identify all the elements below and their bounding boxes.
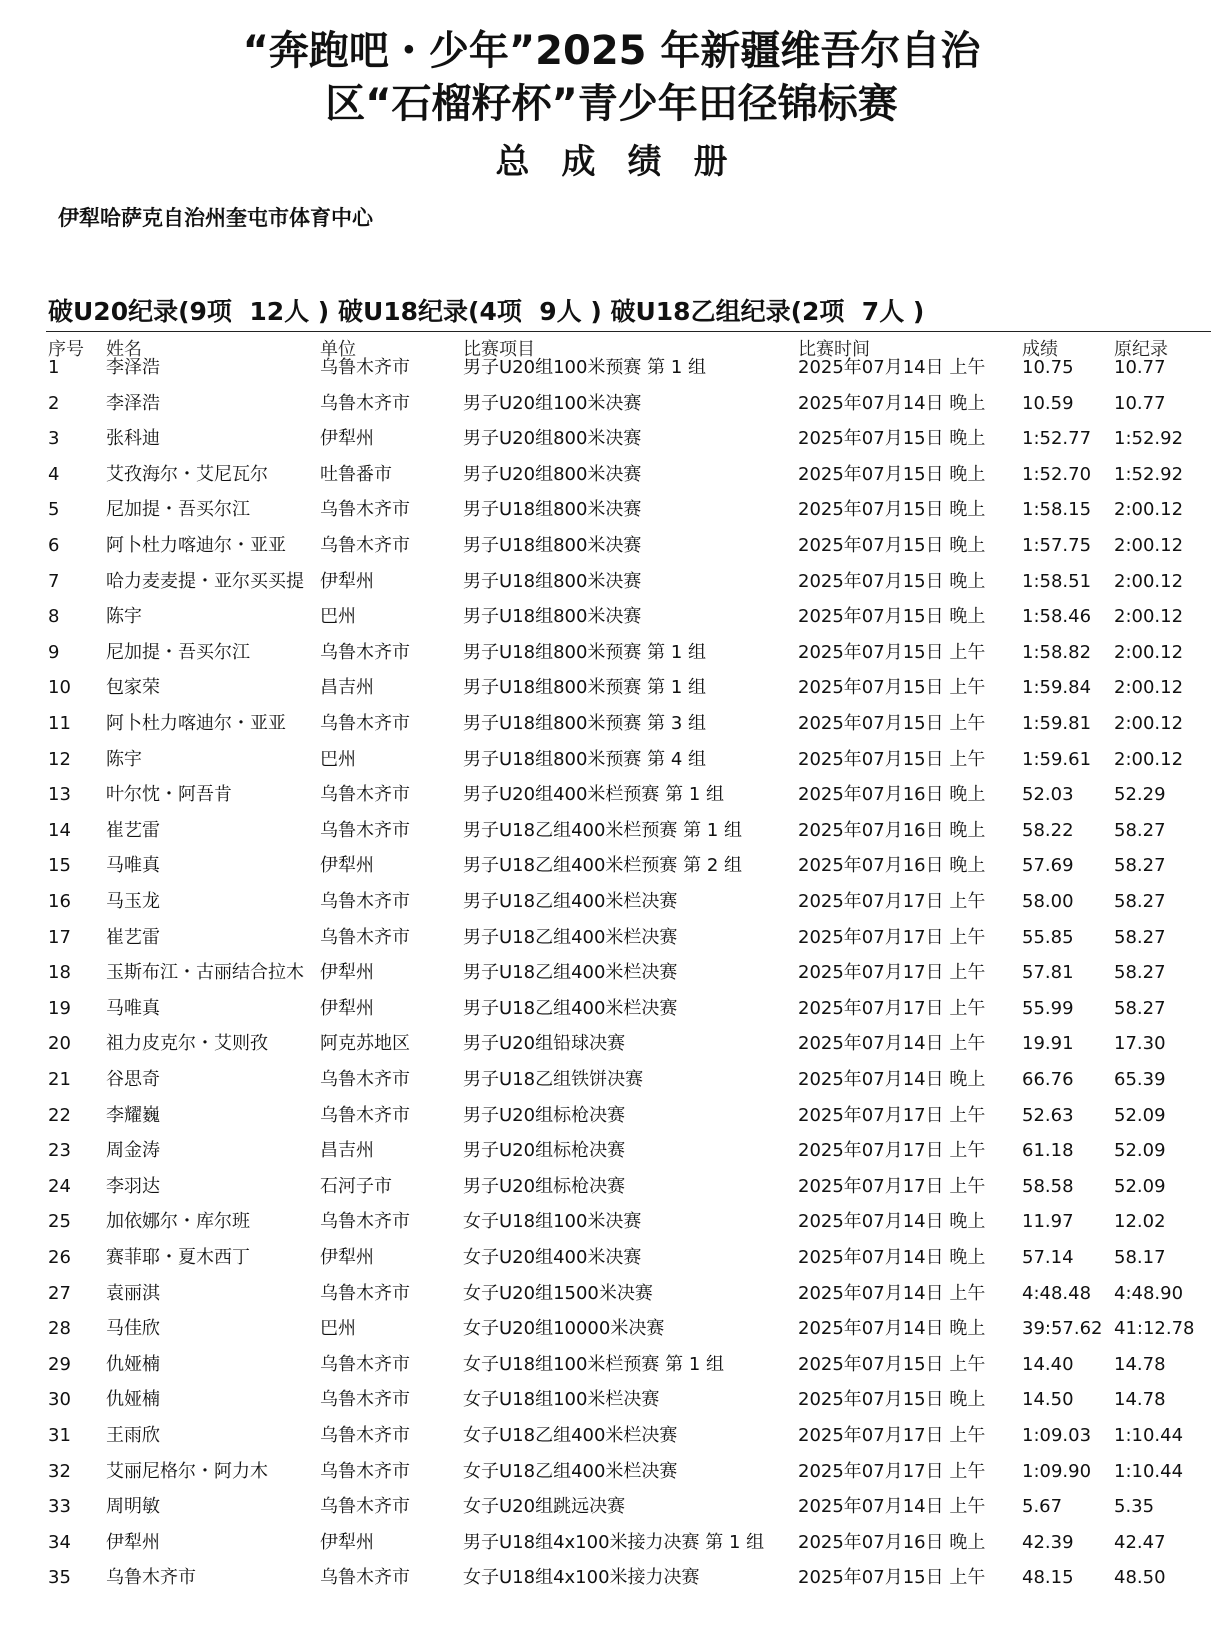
row-name: 叶尔忱・阿吾肯 — [106, 784, 232, 805]
header-time: 比赛时间 — [798, 339, 870, 360]
row-time: 2025年07月17日 上午 — [798, 998, 986, 1019]
row-original-record: 1:10.44 — [1114, 1461, 1184, 1482]
table-row — [0, 388, 1223, 420]
row-unit: 乌鲁木齐市 — [320, 713, 410, 734]
row-event: 女子U20组1500米决赛 — [463, 1283, 653, 1304]
row-event: 男子U18组800米决赛 — [463, 606, 642, 627]
row-original-record: 42.47 — [1114, 1532, 1166, 1553]
row-time: 2025年07月17日 上午 — [798, 1140, 986, 1161]
row-time: 2025年07月17日 上午 — [798, 1425, 986, 1446]
row-unit: 乌鲁木齐市 — [320, 357, 410, 378]
row-time: 2025年07月15日 上午 — [798, 642, 986, 663]
table-row — [0, 423, 1223, 455]
row-original-record: 58.27 — [1114, 820, 1166, 841]
row-unit: 乌鲁木齐市 — [320, 1567, 410, 1588]
row-time: 2025年07月15日 晚上 — [798, 464, 986, 485]
table-row — [0, 886, 1223, 918]
row-original-record: 1:10.44 — [1114, 1425, 1184, 1446]
row-name: 包家荣 — [106, 677, 160, 698]
row-no: 14 — [48, 820, 71, 841]
row-result: 11.97 — [1022, 1211, 1074, 1232]
table-row — [0, 1064, 1223, 1096]
row-original-record: 52.09 — [1114, 1176, 1166, 1197]
row-unit: 乌鲁木齐市 — [320, 820, 410, 841]
row-time: 2025年07月17日 上午 — [798, 1461, 986, 1482]
row-name: 加依娜尔・库尔班 — [106, 1211, 250, 1232]
table-row — [0, 1349, 1223, 1381]
row-unit: 吐鲁番市 — [320, 464, 392, 485]
row-unit: 伊犁州 — [320, 1532, 374, 1553]
row-name: 陈宇 — [106, 749, 142, 770]
table-row — [0, 1028, 1223, 1060]
header-event: 比赛项目 — [463, 339, 535, 360]
row-event: 女子U20组400米决赛 — [463, 1247, 642, 1268]
row-unit: 伊犁州 — [320, 428, 374, 449]
row-name: 袁丽淇 — [106, 1283, 160, 1304]
row-time: 2025年07月15日 晚上 — [798, 428, 986, 449]
row-name: 李耀巍 — [106, 1105, 160, 1126]
row-event: 女子U18组100米决赛 — [463, 1211, 642, 1232]
row-original-record: 52.09 — [1114, 1140, 1166, 1161]
row-no: 19 — [48, 998, 71, 1019]
row-no: 33 — [48, 1496, 71, 1517]
row-original-record: 4:48.90 — [1114, 1283, 1184, 1304]
row-no: 25 — [48, 1211, 71, 1232]
row-result: 1:52.70 — [1022, 464, 1092, 485]
row-event: 男子U20组标枪决赛 — [463, 1140, 626, 1161]
table-row — [0, 1100, 1223, 1132]
row-time: 2025年07月17日 上午 — [798, 1176, 986, 1197]
row-result: 42.39 — [1022, 1532, 1074, 1553]
row-event: 男子U20组标枪决赛 — [463, 1105, 626, 1126]
row-result: 52.63 — [1022, 1105, 1074, 1126]
row-event: 男子U20组800米决赛 — [463, 464, 642, 485]
row-time: 2025年07月14日 上午 — [798, 1283, 986, 1304]
row-result: 1:58.46 — [1022, 606, 1092, 627]
row-event: 男子U18组800米决赛 — [463, 499, 642, 520]
row-no: 23 — [48, 1140, 71, 1161]
row-unit: 乌鲁木齐市 — [320, 1211, 410, 1232]
row-result: 58.00 — [1022, 891, 1074, 912]
row-unit: 乌鲁木齐市 — [320, 1069, 410, 1090]
row-no: 26 — [48, 1247, 71, 1268]
row-no: 8 — [48, 606, 60, 627]
row-original-record: 52.09 — [1114, 1105, 1166, 1126]
row-no: 7 — [48, 571, 60, 592]
row-no: 21 — [48, 1069, 71, 1090]
row-name: 阿卜杜力喀迪尔・亚亚 — [106, 713, 286, 734]
row-name: 谷思奇 — [106, 1069, 160, 1090]
row-event: 男子U20组400米栏预赛 第 1 组 — [463, 784, 725, 805]
row-original-record: 58.27 — [1114, 998, 1166, 1019]
row-original-record: 2:00.12 — [1114, 571, 1184, 592]
row-no: 29 — [48, 1354, 71, 1375]
row-result: 4:48.48 — [1022, 1283, 1092, 1304]
row-unit: 乌鲁木齐市 — [320, 1425, 410, 1446]
row-event: 女子U20组跳远决赛 — [463, 1496, 626, 1517]
row-unit: 乌鲁木齐市 — [320, 1496, 410, 1517]
row-original-record: 52.29 — [1114, 784, 1166, 805]
row-result: 1:09.03 — [1022, 1425, 1092, 1446]
row-original-record: 1:52.92 — [1114, 464, 1184, 485]
row-original-record: 2:00.12 — [1114, 499, 1184, 520]
row-original-record: 2:00.12 — [1114, 535, 1184, 556]
row-name: 阿卜杜力喀迪尔・亚亚 — [106, 535, 286, 556]
row-event: 男子U18组800米决赛 — [463, 535, 642, 556]
row-no: 5 — [48, 499, 60, 520]
row-result: 61.18 — [1022, 1140, 1074, 1161]
row-name: 仇娅楠 — [106, 1389, 160, 1410]
row-no: 24 — [48, 1176, 71, 1197]
row-time: 2025年07月17日 上午 — [798, 962, 986, 983]
row-original-record: 10.77 — [1114, 393, 1166, 414]
row-time: 2025年07月14日 晚上 — [798, 1318, 986, 1339]
row-no: 11 — [48, 713, 71, 734]
row-original-record: 58.27 — [1114, 891, 1166, 912]
row-name: 李羽达 — [106, 1176, 160, 1197]
row-time: 2025年07月15日 晚上 — [798, 499, 986, 520]
row-name: 崔艺雷 — [106, 927, 160, 948]
row-no: 31 — [48, 1425, 71, 1446]
row-time: 2025年07月15日 上午 — [798, 749, 986, 770]
row-result: 58.58 — [1022, 1176, 1074, 1197]
row-no: 16 — [48, 891, 71, 912]
row-event: 男子U18组800米预赛 第 1 组 — [463, 677, 707, 698]
table-row — [0, 530, 1223, 562]
row-original-record: 2:00.12 — [1114, 642, 1184, 663]
row-event: 男子U18组800米预赛 第 4 组 — [463, 749, 707, 770]
row-no: 17 — [48, 927, 71, 948]
row-time: 2025年07月15日 上午 — [798, 677, 986, 698]
row-time: 2025年07月17日 上午 — [798, 1105, 986, 1126]
table-row — [0, 993, 1223, 1025]
row-result: 1:59.84 — [1022, 677, 1092, 698]
table-row — [0, 744, 1223, 776]
row-unit: 乌鲁木齐市 — [320, 1461, 410, 1482]
row-event: 女子U18组100米栏预赛 第 1 组 — [463, 1354, 725, 1375]
row-no: 28 — [48, 1318, 71, 1339]
table-row — [0, 1384, 1223, 1416]
header-name: 姓名 — [106, 339, 142, 360]
venue-name: 伊犁哈萨克自治州奎屯市体育中心 — [58, 206, 373, 230]
row-event: 男子U18乙组400米栏决赛 — [463, 927, 678, 948]
row-no: 30 — [48, 1389, 71, 1410]
row-unit: 乌鲁木齐市 — [320, 535, 410, 556]
row-no: 2 — [48, 393, 60, 414]
row-result: 14.40 — [1022, 1354, 1074, 1375]
table-row — [0, 1527, 1223, 1559]
row-time: 2025年07月16日 晚上 — [798, 855, 986, 876]
row-unit: 乌鲁木齐市 — [320, 784, 410, 805]
row-unit: 巴州 — [320, 1318, 356, 1339]
row-result: 39:57.62 — [1022, 1318, 1103, 1339]
row-event: 男子U18组4x100米接力决赛 第 1 组 — [463, 1532, 765, 1553]
table-row — [0, 1456, 1223, 1488]
row-original-record: 14.78 — [1114, 1354, 1166, 1375]
row-original-record: 12.02 — [1114, 1211, 1166, 1232]
row-original-record: 58.17 — [1114, 1247, 1166, 1268]
row-result: 52.03 — [1022, 784, 1074, 805]
row-no: 35 — [48, 1567, 71, 1588]
row-unit: 昌吉州 — [320, 677, 374, 698]
row-no: 10 — [48, 677, 71, 698]
document-subtitle: 总成绩册 — [495, 142, 760, 182]
row-event: 男子U18乙组铁饼决赛 — [463, 1069, 644, 1090]
document-title-line2: 区“石榴籽杯”青少年田径锦标赛 — [325, 81, 898, 127]
row-result: 1:09.90 — [1022, 1461, 1092, 1482]
row-event: 女子U20组10000米决赛 — [463, 1318, 665, 1339]
row-name: 马佳欣 — [106, 1318, 160, 1339]
row-original-record: 65.39 — [1114, 1069, 1166, 1090]
row-event: 男子U20组铅球决赛 — [463, 1033, 626, 1054]
row-name: 马唯真 — [106, 855, 160, 876]
row-result: 5.67 — [1022, 1496, 1063, 1517]
row-unit: 伊犁州 — [320, 571, 374, 592]
row-result: 19.91 — [1022, 1033, 1074, 1054]
row-time: 2025年07月15日 晚上 — [798, 571, 986, 592]
row-original-record: 17.30 — [1114, 1033, 1166, 1054]
row-no: 22 — [48, 1105, 71, 1126]
table-row — [0, 779, 1223, 811]
row-result: 57.69 — [1022, 855, 1074, 876]
row-name: 陈宇 — [106, 606, 142, 627]
table-row — [0, 1278, 1223, 1310]
row-unit: 伊犁州 — [320, 962, 374, 983]
row-name: 王雨欣 — [106, 1425, 160, 1446]
row-time: 2025年07月16日 晚上 — [798, 820, 986, 841]
row-time: 2025年07月15日 晚上 — [798, 1389, 986, 1410]
row-result: 10.75 — [1022, 357, 1074, 378]
row-name: 艾丽尼格尔・阿力木 — [106, 1461, 268, 1482]
row-event: 男子U20组100米决赛 — [463, 393, 642, 414]
table-row — [0, 637, 1223, 669]
row-name: 乌鲁木齐市 — [106, 1567, 196, 1588]
row-event: 男子U18乙组400米栏决赛 — [463, 891, 678, 912]
row-event: 男子U18乙组400米栏预赛 第 1 组 — [463, 820, 743, 841]
table-row — [0, 494, 1223, 526]
row-event: 女子U18组100米栏决赛 — [463, 1389, 660, 1410]
row-name: 哈力麦麦提・亚尔买买提 — [106, 571, 304, 592]
row-time: 2025年07月16日 晚上 — [798, 1532, 986, 1553]
row-time: 2025年07月14日 晚上 — [798, 1247, 986, 1268]
table-row — [0, 601, 1223, 633]
row-unit: 伊犁州 — [320, 998, 374, 1019]
row-no: 12 — [48, 749, 71, 770]
row-time: 2025年07月14日 上午 — [798, 357, 986, 378]
row-no: 18 — [48, 962, 71, 983]
row-event: 男子U18乙组400米栏决赛 — [463, 998, 678, 1019]
row-unit: 巴州 — [320, 749, 356, 770]
table-row — [0, 1206, 1223, 1238]
row-unit: 乌鲁木齐市 — [320, 891, 410, 912]
header-record: 原纪录 — [1114, 339, 1168, 360]
row-no: 4 — [48, 464, 60, 485]
row-name: 崔艺雷 — [106, 820, 160, 841]
row-result: 57.14 — [1022, 1247, 1074, 1268]
records-summary: 破U20纪录(9项 12人 ) 破U18纪录(4项 9人 ) 破U18乙组纪录(2项 7人 ) — [48, 297, 925, 326]
row-original-record: 48.50 — [1114, 1567, 1166, 1588]
header-no: 序号 — [48, 339, 84, 360]
row-time: 2025年07月15日 上午 — [798, 713, 986, 734]
table-row — [0, 957, 1223, 989]
table-row — [0, 1491, 1223, 1523]
row-no: 13 — [48, 784, 71, 805]
table-row — [0, 1313, 1223, 1345]
row-no: 3 — [48, 428, 60, 449]
header-result: 成绩 — [1022, 339, 1058, 360]
row-event: 女子U18乙组400米栏决赛 — [463, 1425, 678, 1446]
row-result: 1:52.77 — [1022, 428, 1092, 449]
row-result: 1:59.61 — [1022, 749, 1092, 770]
row-name: 伊犁州 — [106, 1532, 160, 1553]
table-row — [0, 708, 1223, 740]
row-time: 2025年07月14日 晚上 — [798, 1069, 986, 1090]
row-event: 男子U18组800米决赛 — [463, 571, 642, 592]
row-unit: 阿克苏地区 — [320, 1033, 410, 1054]
row-time: 2025年07月16日 晚上 — [798, 784, 986, 805]
row-name: 赛菲耶・夏木西丁 — [106, 1247, 250, 1268]
row-original-record: 1:52.92 — [1114, 428, 1184, 449]
header-divider — [46, 331, 1211, 332]
row-name: 艾孜海尔・艾尼瓦尔 — [106, 464, 268, 485]
row-name: 尼加提・吾买尔江 — [106, 499, 250, 520]
table-row — [0, 1562, 1223, 1594]
row-name: 马玉龙 — [106, 891, 160, 912]
row-time: 2025年07月17日 上午 — [798, 891, 986, 912]
row-time: 2025年07月15日 上午 — [798, 1354, 986, 1375]
row-result: 14.50 — [1022, 1389, 1074, 1410]
row-result: 48.15 — [1022, 1567, 1074, 1588]
row-unit: 昌吉州 — [320, 1140, 374, 1161]
row-time: 2025年07月15日 晚上 — [798, 535, 986, 556]
row-result: 1:58.82 — [1022, 642, 1092, 663]
row-original-record: 2:00.12 — [1114, 713, 1184, 734]
row-name: 李泽浩 — [106, 357, 160, 378]
row-result: 1:57.75 — [1022, 535, 1092, 556]
table-row — [0, 672, 1223, 704]
row-name: 玉斯布江・古丽结合拉木 — [106, 962, 304, 983]
row-time: 2025年07月14日 晚上 — [798, 393, 986, 414]
row-name: 尼加提・吾买尔江 — [106, 642, 250, 663]
row-original-record: 2:00.12 — [1114, 749, 1184, 770]
header-unit: 单位 — [320, 339, 356, 360]
row-original-record: 2:00.12 — [1114, 677, 1184, 698]
table-row — [0, 352, 1223, 384]
row-result: 1:58.51 — [1022, 571, 1092, 592]
row-name: 马唯真 — [106, 998, 160, 1019]
row-time: 2025年07月17日 上午 — [798, 927, 986, 948]
row-result: 66.76 — [1022, 1069, 1074, 1090]
row-name: 李泽浩 — [106, 393, 160, 414]
row-result: 10.59 — [1022, 393, 1074, 414]
row-time: 2025年07月15日 上午 — [798, 1567, 986, 1588]
row-event: 男子U20组800米决赛 — [463, 428, 642, 449]
row-result: 1:59.81 — [1022, 713, 1092, 734]
row-no: 6 — [48, 535, 60, 556]
row-original-record: 2:00.12 — [1114, 606, 1184, 627]
row-original-record: 5.35 — [1114, 1496, 1155, 1517]
row-time: 2025年07月15日 晚上 — [798, 606, 986, 627]
row-no: 27 — [48, 1283, 71, 1304]
row-no: 20 — [48, 1033, 71, 1054]
table-row — [0, 815, 1223, 847]
row-no: 32 — [48, 1461, 71, 1482]
row-name: 祖力皮克尔・艾则孜 — [106, 1033, 268, 1054]
row-time: 2025年07月14日 上午 — [798, 1496, 986, 1517]
row-no: 1 — [48, 357, 60, 378]
row-event: 男子U18乙组400米栏预赛 第 2 组 — [463, 855, 743, 876]
row-original-record: 10.77 — [1114, 357, 1166, 378]
table-row — [0, 566, 1223, 598]
row-unit: 乌鲁木齐市 — [320, 1354, 410, 1375]
row-event: 男子U18乙组400米栏决赛 — [463, 962, 678, 983]
row-original-record: 41:12.78 — [1114, 1318, 1195, 1339]
row-result: 1:58.15 — [1022, 499, 1092, 520]
row-time: 2025年07月14日 晚上 — [798, 1211, 986, 1232]
row-no: 34 — [48, 1532, 71, 1553]
row-original-record: 58.27 — [1114, 962, 1166, 983]
row-unit: 乌鲁木齐市 — [320, 1389, 410, 1410]
row-name: 周明敏 — [106, 1496, 160, 1517]
row-name: 周金涛 — [106, 1140, 160, 1161]
row-result: 57.81 — [1022, 962, 1074, 983]
row-no: 9 — [48, 642, 60, 663]
table-row — [0, 1135, 1223, 1167]
row-unit: 乌鲁木齐市 — [320, 1105, 410, 1126]
row-unit: 乌鲁木齐市 — [320, 927, 410, 948]
row-result: 55.99 — [1022, 998, 1074, 1019]
row-result: 58.22 — [1022, 820, 1074, 841]
row-time: 2025年07月14日 上午 — [798, 1033, 986, 1054]
row-no: 15 — [48, 855, 71, 876]
row-event: 男子U18组800米预赛 第 1 组 — [463, 642, 707, 663]
row-original-record: 58.27 — [1114, 855, 1166, 876]
table-row — [0, 1420, 1223, 1452]
table-row — [0, 922, 1223, 954]
row-event: 女子U18乙组400米栏决赛 — [463, 1461, 678, 1482]
row-unit: 伊犁州 — [320, 855, 374, 876]
row-unit: 巴州 — [320, 606, 356, 627]
table-row — [0, 1242, 1223, 1274]
row-event: 女子U18组4x100米接力决赛 — [463, 1567, 700, 1588]
table-row — [0, 1171, 1223, 1203]
row-original-record: 14.78 — [1114, 1389, 1166, 1410]
row-event: 男子U20组100米预赛 第 1 组 — [463, 357, 707, 378]
row-unit: 伊犁州 — [320, 1247, 374, 1268]
row-original-record: 58.27 — [1114, 927, 1166, 948]
row-name: 仇娅楠 — [106, 1354, 160, 1375]
row-unit: 乌鲁木齐市 — [320, 499, 410, 520]
row-unit: 乌鲁木齐市 — [320, 1283, 410, 1304]
row-name: 张科迪 — [106, 428, 160, 449]
row-event: 男子U20组标枪决赛 — [463, 1176, 626, 1197]
document-title-line1: “奔跑吧・少年”2025 年新疆维吾尔自治 — [242, 28, 981, 74]
table-row — [0, 850, 1223, 882]
row-event: 男子U18组800米预赛 第 3 组 — [463, 713, 707, 734]
table-row — [0, 459, 1223, 491]
row-unit: 乌鲁木齐市 — [320, 393, 410, 414]
row-unit: 乌鲁木齐市 — [320, 642, 410, 663]
row-result: 55.85 — [1022, 927, 1074, 948]
row-unit: 石河子市 — [320, 1176, 392, 1197]
